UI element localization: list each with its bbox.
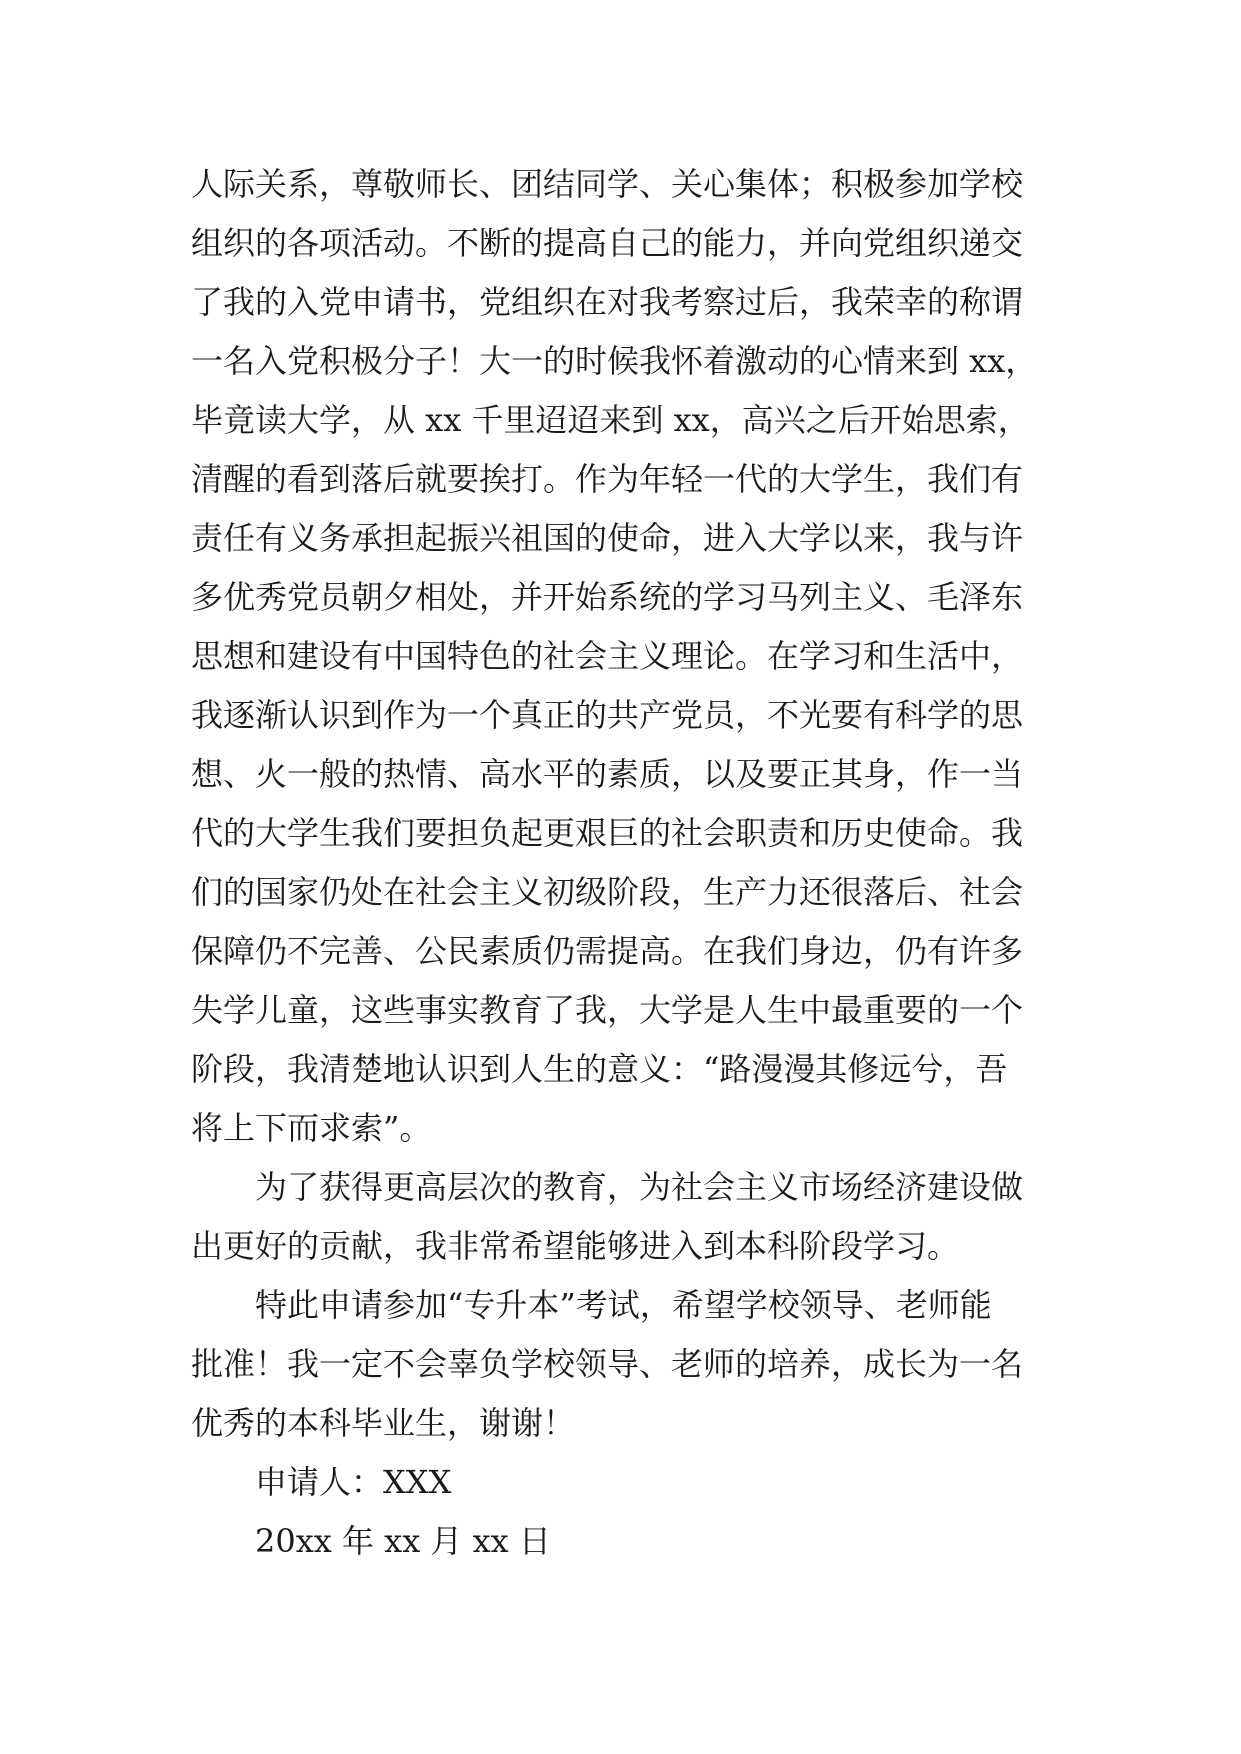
text-line: 失学儿童，这些事实教育了我，大学是人生中最重要的一个 [191,991,1024,1029]
text-line: 组织的各项活动。不断的提高自己的能力，并向党组织递交 [191,224,1024,262]
text-line: 多优秀党员朝夕相处，并开始系统的学习马列主义、毛泽东 [191,578,1024,616]
text-line: 一名入党积极分子！大一的时候我怀着激动的心情来到 xx， [191,342,1038,380]
text-line: 保障仍不完善、公民素质仍需提高。在我们身边，仍有许多 [191,932,1024,970]
text-line: 将上下而求索”。 [191,1109,432,1147]
text-line: 代的大学生我们要担负起更艰巨的社会职责和历史使命。我 [191,814,1024,852]
text-line: 了我的入党申请书，党组织在对我考察过后，我荣幸的称谓 [191,283,1024,321]
text-line: 人际关系，尊敬师长、团结同学、关心集体；积极参加学校 [191,165,1024,203]
text-line: 阶段，我清楚地认识到人生的意义：“路漫漫其修远兮，吾 [191,1050,1008,1088]
text-line: 想、火一般的热情、高水平的素质，以及要正其身，作一当 [191,755,1024,793]
text-line: 出更好的贡献，我非常希望能够进入到本科阶段学习。 [191,1227,960,1265]
text-line: 思想和建设有中国特色的社会主义理论。在学习和生活中， [191,637,1024,675]
applicant-signature: 申请人：XXX [255,1463,452,1501]
text-line: 清醒的看到落后就要挨打。作为年轻一代的大学生，我们有 [191,460,1024,498]
text-line: 优秀的本科毕业生，谢谢！ [191,1404,576,1442]
application-date: 20xx 年 xx 月 xx 日 [255,1522,551,1560]
text-line: 我逐渐认识到作为一个真正的共产党员，不光要有科学的思 [191,696,1024,734]
text-line: 批准！我一定不会辜负学校领导、老师的培养，成长为一名 [191,1345,1024,1383]
text-line: 们的国家仍处在社会主义初级阶段，生产力还很落后、社会 [191,873,1024,911]
document-body [191,155,1051,1571]
paragraph-start-line: 特此申请参加“专升本”考试，希望学校领导、老师能 [255,1286,992,1324]
text-line: 毕竟读大学，从 xx 千里迢迢来到 xx，高兴之后开始思索， [191,401,1030,439]
paragraph-start-line: 为了获得更高层次的教育，为社会主义市场经济建设做 [255,1168,1024,1206]
text-line: 责任有义务承担起振兴祖国的使命，进入大学以来，我与许 [191,519,1024,557]
